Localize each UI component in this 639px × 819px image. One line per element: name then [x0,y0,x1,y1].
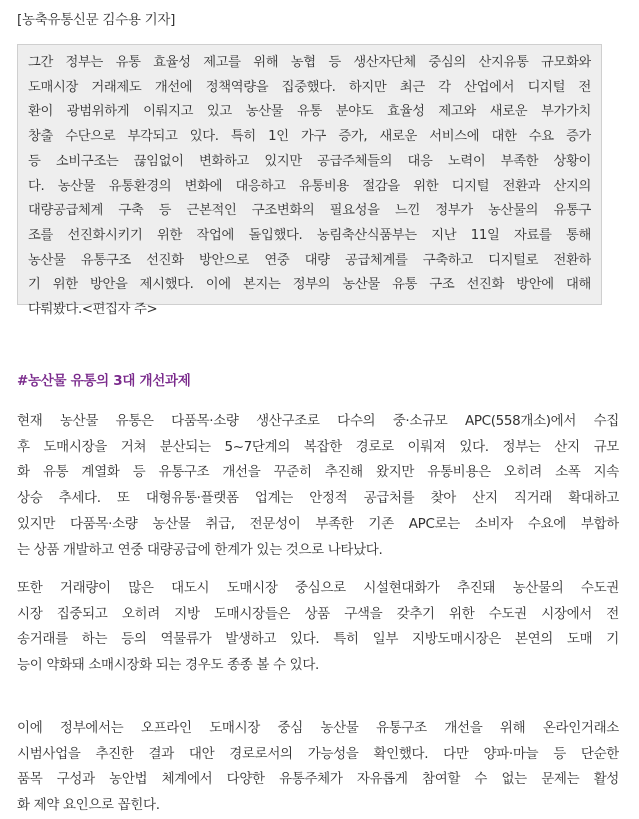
editor-note-line: 기 위한 방안을 제시했다. 이에 본지는 정부의 농산물 유통 구조 선진화 방안에 대해 [28,277,591,293]
paragraph-line: 품목 구성과 농안법 체계에서 다양한 유통주체가 자유롭게 참여할 수 없는 문제는 활성 [17,771,619,788]
byline: [농축유통신문 김수용 기자] [17,12,176,28]
paragraph-line: 송거래를 하는 등의 역물류가 발생하고 있다. 특히 일부 지방도매시장은 본연의 도매 기 [17,631,619,648]
editor-note-line: 농산물 유통구조 선진화 방안으로 연중 대량 공급체계를 구축하고 디지털로 전환하 [28,252,591,268]
paragraph-line: 시장 집중되고 오히려 지방 도매시장들은 상품 구색을 갖추기 위한 수도권 시장에서 전 [17,605,619,622]
paragraph-line: 이에 정부에서는 오프라인 도매시장 중심 농산물 유통구조 개선을 위해 온라인거래소 [17,720,619,736]
paragraph-line: 시범사업을 추진한 결과 대안 경로로서의 가능성을 확인했다. 다만 양파·마늘 등 단순한 [17,745,619,762]
paragraph-line: 현재 농산물 유통은 다품목·소량 생산구조로 다수의 중·소규모 APC(558개소)에서 수집 [17,413,619,429]
editor-note-line: 그간 정부는 유통 효율성 제고를 위해 농협 등 생산자단체 중심의 산지유통 규모화와 [28,55,591,70]
body-paragraph [17,409,619,563]
paragraph-line: 또한 거래량이 많은 대도시 도매시장 중심으로 시설현대화가 추진돼 농산물의 수도권 [17,580,619,596]
paragraph-line: 화 제약 요인으로 꼽힌다. [17,797,160,814]
editor-note-line: 등 소비구조는 끊임없이 변화하고 있지만 공급주체들의 대응 노력이 부족한 상황이 [28,153,591,169]
editor-note-line: 다뤄봤다.<편집자 주> [28,302,158,318]
editor-note-box [17,44,602,318]
editor-note-line: 창출 수단으로 부각되고 있다. 특히 1인 가구 증가, 새로운 서비스에 대한 수요 증가 [28,129,591,145]
paragraph-line: 는 상품 개발하고 연중 대량공급에 한계가 있는 것으로 나타났다. [17,541,383,558]
editor-note-line: 조를 선진화시키기 위한 작업에 돌입했다. 농림축산식품부는 지난 11일 자료를 통해 [28,227,591,243]
editor-note-line: 환이 광범위하게 이뤄지고 있고 농산물 유통 분야도 효율성 제고와 새로운 부가가치 [28,104,591,120]
paragraph-line: 후 도매시장을 거쳐 분산되는 5~7단계의 복잡한 경로로 이뤄져 있다. 정부는 산지 규모 [17,438,619,455]
paragraph-line: 상승 추세다. 또 대형유통·플랫폼 업계는 안정적 공급처를 찾아 산지 직거래 확대하고 [17,490,619,507]
editor-note-line: 다. 농산물 유통환경의 변화에 대응하고 유통비용 절감을 위한 디지털 전환과 산지의 [28,178,591,194]
paragraph-line: 능이 약화돼 소매시장화 되는 경우도 종종 볼 수 있다. [17,657,319,674]
editor-note-line: 대량공급체계 구축 등 근본적인 구조변화의 필요성을 느낀 정부가 농산물의 유통구 [28,203,591,219]
section-heading: #농산물 유통의 3대 개선과제 [17,373,191,389]
paragraph-line: 화 유통 계열화 등 유통구조 개선을 꾸준히 추진해 왔지만 유통비용은 오히려 소폭 지속 [17,464,619,481]
body-paragraph [17,576,619,679]
paragraph-line: 있지만 다품목·소량 농산물 취급, 전문성이 부족한 기존 APC로는 소비자 수요에 부합하 [17,515,619,532]
editor-note-line: 도매시장 거래제도 개선에 정책역량을 집중했다. 하지만 최근 각 산업에서 디지털 전 [28,79,591,95]
body-paragraph [17,716,619,819]
